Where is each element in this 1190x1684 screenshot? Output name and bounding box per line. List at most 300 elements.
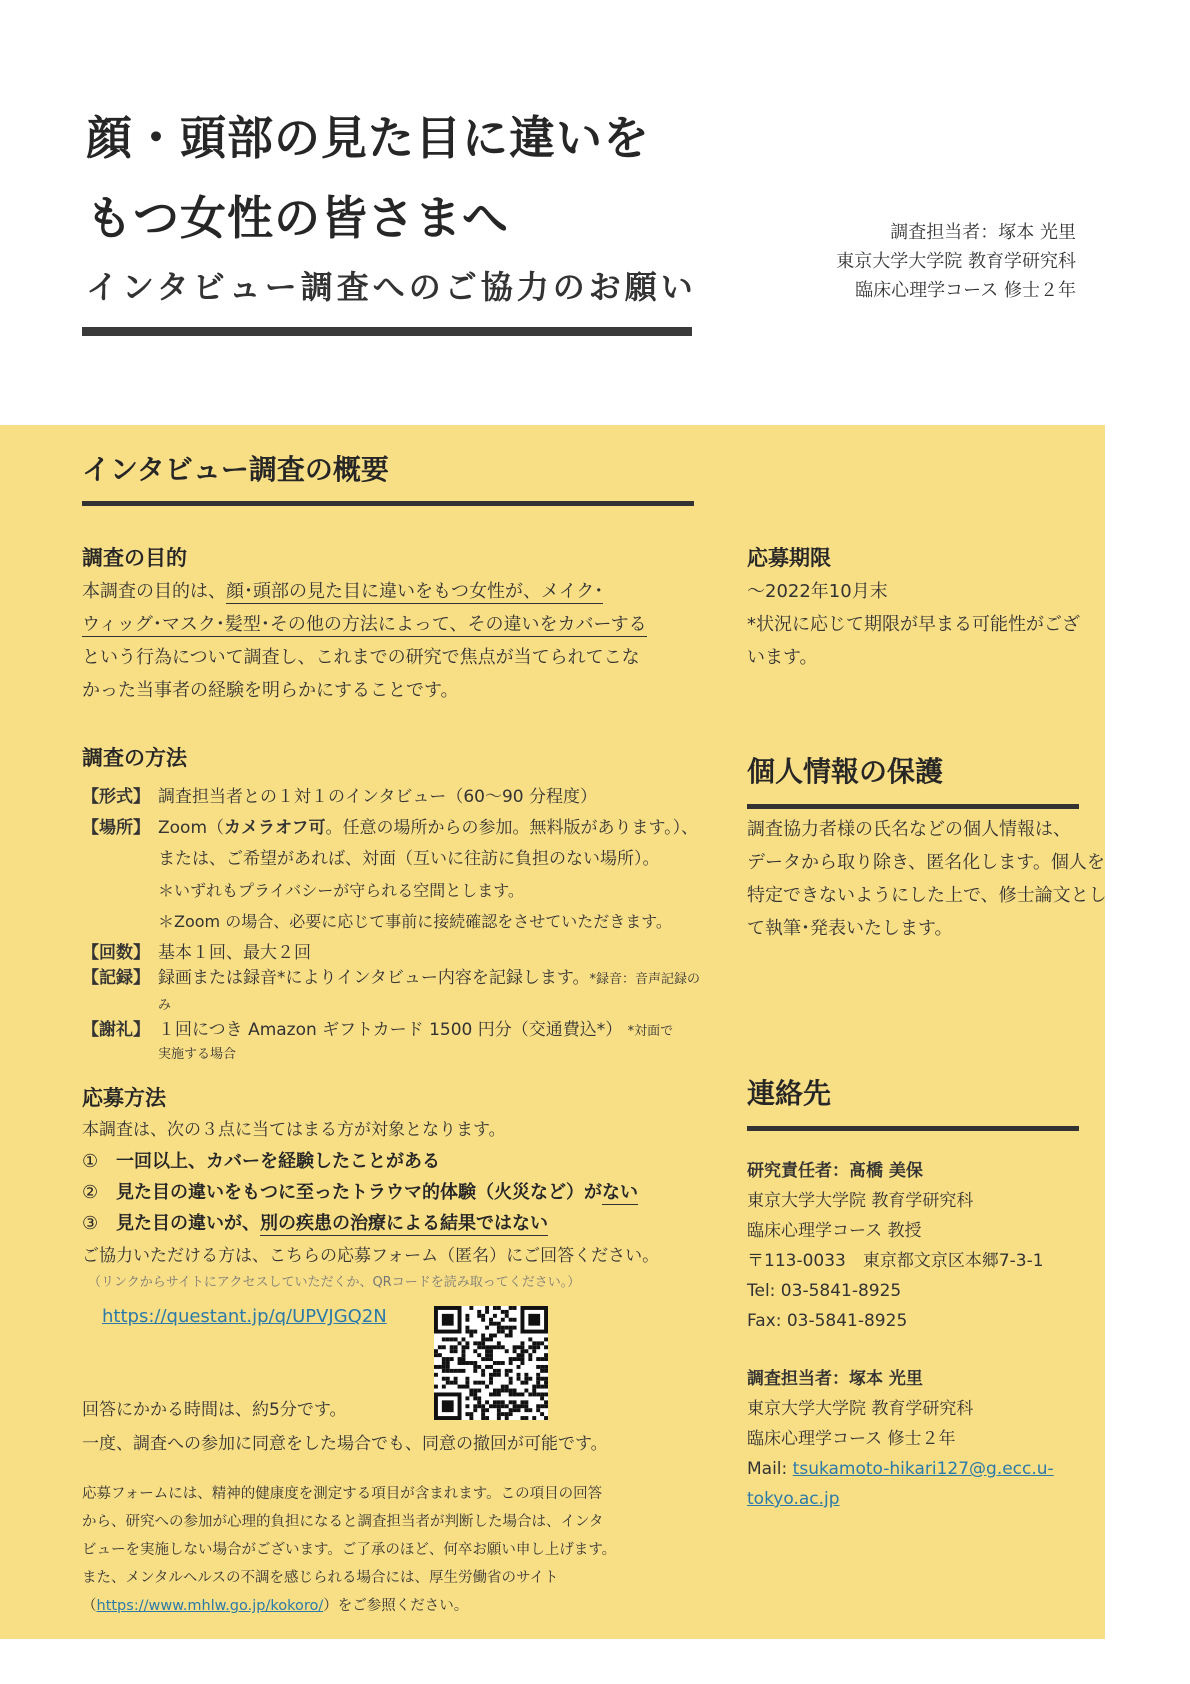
qr-module: [524, 1373, 528, 1377]
qr-module: [509, 1400, 513, 1404]
pi-fax: Fax: 03-5841-8925: [747, 1311, 908, 1331]
criterion-3-text: 見た目の違いが、: [116, 1213, 260, 1234]
qr-module: [505, 1412, 509, 1416]
qr-module: [536, 1408, 540, 1412]
qr-module: [450, 1369, 454, 1373]
qr-module: [485, 1326, 489, 1330]
qr-module: [489, 1392, 493, 1396]
qr-module: [489, 1337, 493, 1341]
criterion-1-num: ①: [82, 1151, 99, 1172]
qr-module: [524, 1349, 528, 1353]
qr-module: [465, 1314, 469, 1318]
qr-module: [509, 1392, 513, 1396]
qr-module: [450, 1357, 454, 1361]
qr-module: [536, 1365, 540, 1369]
record-tag: 【記録】: [82, 968, 150, 988]
qr-module: [438, 1365, 442, 1369]
qr-module: [489, 1381, 493, 1385]
qr-module: [434, 1353, 438, 1357]
qr-module: [477, 1389, 481, 1393]
qr-module: [481, 1408, 485, 1412]
qr-module: [528, 1377, 532, 1381]
reward-note-2: 実施する場合: [158, 1047, 237, 1062]
qr-module: [442, 1377, 446, 1381]
qr-module: [489, 1404, 493, 1408]
qr-module: [540, 1365, 544, 1369]
notice-paren-open: （: [82, 1598, 97, 1614]
qr-module: [465, 1377, 469, 1381]
place-value-a: Zoom（: [158, 818, 225, 838]
criterion-1: [82, 1146, 638, 1177]
qr-module: [493, 1400, 497, 1404]
privacy-divider: [747, 804, 1079, 809]
qr-module: [462, 1357, 466, 1361]
overview-heading: インタビュー調査の概要: [82, 453, 389, 486]
qr-module: [505, 1389, 509, 1393]
qr-module: [458, 1385, 462, 1389]
qr-module: [509, 1361, 513, 1365]
purpose-line-1: 本調査の目的は、: [82, 581, 226, 602]
count-value: 基本１回、最大２回: [158, 943, 311, 963]
qr-module: [501, 1345, 505, 1349]
qr-module: [540, 1357, 544, 1361]
qr-module: [517, 1392, 521, 1396]
criterion-1-text: 一回以上、カバーを経験したことがある: [116, 1151, 440, 1172]
notice-line-2: から、研究への参加が心理的負担になると調査担当者が判断した場合は、インタ: [82, 1514, 604, 1530]
qr-module: [513, 1404, 517, 1408]
reward-tag: 【謝礼】: [82, 1020, 150, 1040]
qr-module: [493, 1334, 497, 1338]
qr-module: [501, 1310, 505, 1314]
qr-module: [485, 1353, 489, 1357]
qr-module: [532, 1392, 536, 1396]
qr-module: [497, 1345, 501, 1349]
qr-module: [509, 1408, 513, 1412]
qr-module: [540, 1412, 544, 1416]
method-row-reward: [82, 1018, 702, 1044]
qr-module: [532, 1416, 536, 1420]
qr-module: [477, 1314, 481, 1318]
apply-intro: 本調査は、次の３点に当てはまる方が対象となります。: [82, 1120, 506, 1140]
contact-divider: [747, 1126, 1079, 1131]
qr-module: [473, 1330, 477, 1334]
qr-module: [509, 1334, 513, 1338]
qr-module: [505, 1310, 509, 1314]
qr-module: [544, 1369, 548, 1373]
qr-module: [473, 1404, 477, 1408]
researcher-org: 東京大学大学院 教育学研究科: [747, 1399, 974, 1419]
qr-module: [450, 1337, 454, 1341]
deadline-text: [747, 575, 1080, 674]
qr-code[interactable]: [434, 1306, 548, 1420]
qr-module: [446, 1337, 450, 1341]
qr-module: [544, 1381, 548, 1385]
purpose-emphasis-1: 顔･頭部の見た目に違いをもつ女性が、メイク･: [226, 581, 604, 602]
qr-module: [532, 1389, 536, 1393]
notice-line-1: 応募フォームには、精神的健康度を測定する項目が含まれます。この項目の回答: [82, 1486, 603, 1502]
deadline-heading: 応募期限: [747, 546, 831, 570]
qr-module: [454, 1349, 458, 1353]
qr-module: [513, 1349, 517, 1353]
qr-module: [544, 1400, 548, 1404]
qr-module: [462, 1353, 466, 1357]
qr-module: [446, 1361, 450, 1365]
pi-label: 研究責任者：髙橋 美保: [747, 1161, 923, 1181]
qr-module: [458, 1357, 462, 1361]
method-row-record: [82, 966, 702, 1018]
qr-module: [450, 1381, 454, 1385]
qr-module: [469, 1361, 473, 1365]
qr-module: [438, 1353, 442, 1357]
qr-module: [473, 1408, 477, 1412]
qr-module: [454, 1345, 458, 1349]
qr-module: [536, 1357, 540, 1361]
qr-module: [442, 1337, 446, 1341]
qr-module: [532, 1385, 536, 1389]
qr-module: [485, 1365, 489, 1369]
qr-module: [462, 1385, 466, 1389]
qr-module: [513, 1345, 517, 1349]
qr-module: [497, 1330, 501, 1334]
qr-module: [477, 1310, 481, 1314]
qr-module: [465, 1318, 469, 1322]
purpose-text: [82, 575, 702, 707]
qr-module: [497, 1373, 501, 1377]
qr-module: [497, 1412, 501, 1416]
place-note-2: ＊Zoom の場合、必要に応じて事前に接続確認をさせていただきます。: [158, 912, 672, 931]
pi-org: 東京大学大学院 教育学研究科: [747, 1191, 974, 1211]
qr-module: [477, 1396, 481, 1400]
qr-module: [517, 1404, 521, 1408]
privacy-line-2: データから取り除き、匿名化します。個人を: [747, 852, 1105, 873]
qr-module: [493, 1392, 497, 1396]
qr-module: [520, 1400, 524, 1404]
qr-module: [465, 1396, 469, 1400]
qr-module: [473, 1392, 477, 1396]
qr-module: [481, 1314, 485, 1318]
qr-module: [517, 1353, 521, 1357]
qr-module: [513, 1389, 517, 1393]
qr-module: [509, 1369, 513, 1373]
qr-module: [517, 1345, 521, 1349]
qr-module: [501, 1404, 505, 1408]
page-subtitle: インタビュー調査へのご協力のお願い: [86, 268, 697, 306]
qr-module: [497, 1389, 501, 1393]
qr-module: [469, 1330, 473, 1334]
qr-module: [524, 1377, 528, 1381]
qr-module: [469, 1389, 473, 1393]
researcher-label: 調査担当者：塚本 光里: [747, 1369, 923, 1389]
qr-module: [544, 1353, 548, 1357]
qr-module: [540, 1369, 544, 1373]
qr-module: [544, 1377, 548, 1381]
withdraw-text: 一度、調査への参加に同意をした場合でも、同意の撤回が可能です。: [82, 1434, 608, 1454]
record-value: 録画または録音*によりインタビュー内容を記録します。: [158, 968, 590, 988]
qr-module: [481, 1318, 485, 1322]
qr-module: [477, 1365, 481, 1369]
qr-module: [489, 1349, 493, 1353]
qr-module: [450, 1349, 454, 1353]
privacy-line-4: て執筆･発表いたします。: [747, 918, 953, 939]
mental-health-notice: [82, 1480, 642, 1620]
mail-link-2[interactable]: tokyo.ac.jp: [747, 1489, 840, 1509]
privacy-line-3: 特定できないようにした上で、修士論文とし: [747, 885, 1107, 906]
qr-module: [481, 1369, 485, 1373]
qr-module: [509, 1412, 513, 1416]
place-value-c: 。任意の場所からの参加。無料版があります。）、: [325, 818, 699, 838]
qr-module: [442, 1357, 446, 1361]
contact-block: [747, 1156, 1054, 1514]
pi-address: 〒113-0033 東京都文京区本郷7-3-1: [747, 1251, 1044, 1271]
qr-module: [481, 1357, 485, 1361]
qr-module: [497, 1392, 501, 1396]
mhlw-link[interactable]: https://www.mhlw.go.jp/kokoro/: [96, 1598, 324, 1614]
qr-module: [446, 1381, 450, 1385]
qr-module: [481, 1416, 485, 1420]
qr-module: [485, 1337, 489, 1341]
criterion-3-num: ③: [82, 1213, 99, 1234]
criterion-2-num: ②: [82, 1182, 99, 1203]
qr-module: [544, 1357, 548, 1361]
format-tag: 【形式】: [82, 787, 150, 807]
mail-label: Mail:: [747, 1459, 793, 1479]
qr-module: [481, 1404, 485, 1408]
researcher-course-top: 臨床心理学コース 修士２年: [855, 280, 1076, 301]
qr-module: [497, 1306, 501, 1310]
qr-module: [520, 1381, 524, 1385]
qr-module: [489, 1357, 493, 1361]
qr-module: [489, 1353, 493, 1357]
qr-module: [465, 1361, 469, 1365]
qr-module: [465, 1412, 469, 1416]
qr-module: [536, 1341, 540, 1345]
qr-module: [481, 1337, 485, 1341]
qr-module: [497, 1408, 501, 1412]
qr-module: [544, 1404, 548, 1408]
qr-module: [469, 1412, 473, 1416]
qr-module: [505, 1385, 509, 1389]
qr-module: [505, 1373, 509, 1377]
qr-module: [454, 1369, 458, 1373]
qr-module: [493, 1314, 497, 1318]
mail-link-1[interactable]: tsukamoto-hikari127@g.ecc.u-: [792, 1459, 1054, 1479]
qr-module: [477, 1345, 481, 1349]
place-note-1: ＊いずれもプライバシーが守られる空間とします。: [158, 881, 524, 900]
qr-module: [485, 1357, 489, 1361]
qr-module: [544, 1392, 548, 1396]
qr-module: [458, 1369, 462, 1373]
criterion-3-emphasis: 別の疾患の治療による結果ではない: [260, 1213, 548, 1234]
overview-divider: [82, 501, 694, 506]
qr-module: [501, 1326, 505, 1330]
qr-module: [462, 1369, 466, 1373]
purpose-heading: 調査の目的: [82, 546, 187, 570]
qr-module: [540, 1377, 544, 1381]
qr-module: [485, 1400, 489, 1404]
qr-module: [509, 1306, 513, 1310]
qr-module: [493, 1389, 497, 1393]
qr-module: [540, 1385, 544, 1389]
qr-module: [513, 1400, 517, 1404]
qr-module: [497, 1322, 501, 1326]
criterion-2-emphasis: ない: [602, 1182, 638, 1203]
qr-module: [524, 1408, 528, 1412]
apply-heading: 応募方法: [82, 1086, 166, 1110]
qr-module: [513, 1318, 517, 1322]
qr-module: [501, 1400, 505, 1404]
qr-module: [434, 1365, 438, 1369]
notice-line-5-end: ）をご参照ください。: [323, 1598, 469, 1614]
qr-module: [442, 1345, 446, 1349]
qr-module: [544, 1365, 548, 1369]
qr-module: [450, 1345, 454, 1349]
qr-module: [517, 1365, 521, 1369]
qr-module: [454, 1377, 458, 1381]
qr-module: [520, 1349, 524, 1353]
qr-module: [465, 1404, 469, 1408]
qr-module: [477, 1381, 481, 1385]
qr-module: [473, 1369, 477, 1373]
notice-line-3: ビューを実施しない場合がございます。ご了承のほど、何卒お願い申し上げます。: [82, 1542, 617, 1558]
privacy-heading: 個人情報の保護: [747, 755, 944, 788]
qr-module: [497, 1404, 501, 1408]
qr-module: [509, 1381, 513, 1385]
qr-module: [532, 1345, 536, 1349]
pi-course: 臨床心理学コース 教授: [747, 1221, 922, 1241]
qr-module: [485, 1310, 489, 1314]
deadline-note-2: います。: [747, 647, 818, 668]
qr-module: [544, 1345, 548, 1349]
qr-module: [489, 1334, 493, 1338]
qr-module: [465, 1326, 469, 1330]
qr-module: [473, 1381, 477, 1385]
qr-module: [505, 1334, 509, 1338]
qr-finder-bl: [434, 1392, 462, 1420]
qr-module: [442, 1361, 446, 1365]
qr-module: [454, 1381, 458, 1385]
qr-module: [458, 1361, 462, 1365]
researcher-name-top: 調査担当者：塚本 光里: [890, 222, 1076, 243]
qr-module: [505, 1416, 509, 1420]
method-row-place: [82, 813, 702, 844]
qr-module: [477, 1404, 481, 1408]
qr-module: [442, 1369, 446, 1373]
qr-module: [524, 1416, 528, 1420]
qr-module: [465, 1385, 469, 1389]
qr-module: [462, 1349, 466, 1353]
criterion-2-text: 見た目の違いをもつに至ったトラウマ的体験（火災など）が: [116, 1182, 602, 1203]
qr-module: [524, 1389, 528, 1393]
qr-module: [536, 1377, 540, 1381]
qr-module: [493, 1306, 497, 1310]
qr-module: [520, 1341, 524, 1345]
qr-module: [458, 1341, 462, 1345]
qr-module: [462, 1345, 466, 1349]
qr-module: [540, 1341, 544, 1345]
qr-finder-tl: [434, 1306, 462, 1334]
researcher-org-top: 東京大学大学院 教育学研究科: [836, 251, 1076, 272]
privacy-text: [747, 813, 1107, 945]
qr-module: [493, 1361, 497, 1365]
qr-module: [446, 1357, 450, 1361]
qr-module: [532, 1349, 536, 1353]
qr-module: [520, 1404, 524, 1408]
page-title: [86, 98, 650, 258]
title-line-1: 顔・頭部の見た目に違いを: [86, 111, 650, 165]
survey-link[interactable]: https://questant.jp/q/UPVJGQ2N: [102, 1306, 387, 1327]
qr-module: [462, 1337, 466, 1341]
qr-module: [517, 1377, 521, 1381]
qr-module: [536, 1373, 540, 1377]
qr-module: [505, 1314, 509, 1318]
qr-module: [520, 1392, 524, 1396]
qr-module: [465, 1381, 469, 1385]
qr-module: [469, 1306, 473, 1310]
purpose-line-4: という行為について調査し、これまでの研究で焦点が当てられてこな: [82, 647, 640, 668]
qr-module: [489, 1377, 493, 1381]
qr-module: [501, 1385, 505, 1389]
qr-module: [481, 1412, 485, 1416]
qr-module: [520, 1353, 524, 1357]
qr-module: [446, 1365, 450, 1369]
qr-module: [528, 1337, 532, 1341]
notice-line-4: また、メンタルヘルスの不調を感じられる場合には、厚生労働省のサイト: [82, 1570, 559, 1586]
qr-module: [493, 1345, 497, 1349]
qr-module: [509, 1389, 513, 1393]
qr-module: [493, 1369, 497, 1373]
qr-module: [485, 1385, 489, 1389]
qr-module: [505, 1326, 509, 1330]
qr-module: [509, 1326, 513, 1330]
qr-module: [497, 1400, 501, 1404]
qr-finder-tr: [520, 1306, 548, 1334]
qr-module: [536, 1381, 540, 1385]
qr-module: [477, 1400, 481, 1404]
qr-module: [434, 1373, 438, 1377]
place-line-2: または、ご希望があれば、対面（互いに往訪に負担のない場所）。: [158, 849, 660, 869]
format-value: 調査担当者との１対１のインタビュー（60～90 分程度）: [158, 787, 597, 807]
method-list: [82, 782, 702, 1066]
pi-tel: Tel: 03-5841-8925: [747, 1281, 902, 1301]
qr-module: [497, 1341, 501, 1345]
qr-module: [509, 1377, 513, 1381]
qr-module: [501, 1389, 505, 1393]
qr-module: [520, 1416, 524, 1420]
reward-note: *対面で: [627, 1024, 674, 1039]
qr-module: [528, 1353, 532, 1357]
count-tag: 【回数】: [82, 943, 150, 963]
qr-module: [513, 1392, 517, 1396]
qr-module: [481, 1345, 485, 1349]
deadline-note-1: *状況に応じて期限が早まる可能性がござ: [747, 614, 1080, 635]
qr-module: [473, 1389, 477, 1393]
qr-module: [493, 1373, 497, 1377]
qr-module: [513, 1306, 517, 1310]
qr-module: [513, 1357, 517, 1361]
qr-module: [473, 1396, 477, 1400]
qr-module: [520, 1357, 524, 1361]
qr-module: [501, 1412, 505, 1416]
qr-module: [485, 1349, 489, 1353]
qr-module: [489, 1322, 493, 1326]
qr-module: [469, 1392, 473, 1396]
qr-module: [446, 1369, 450, 1373]
qr-module: [536, 1404, 540, 1408]
researcher-info-top: [836, 218, 1076, 305]
qr-module: [505, 1349, 509, 1353]
qr-module: [517, 1408, 521, 1412]
deadline-date: ～2022年10月末: [747, 581, 888, 602]
